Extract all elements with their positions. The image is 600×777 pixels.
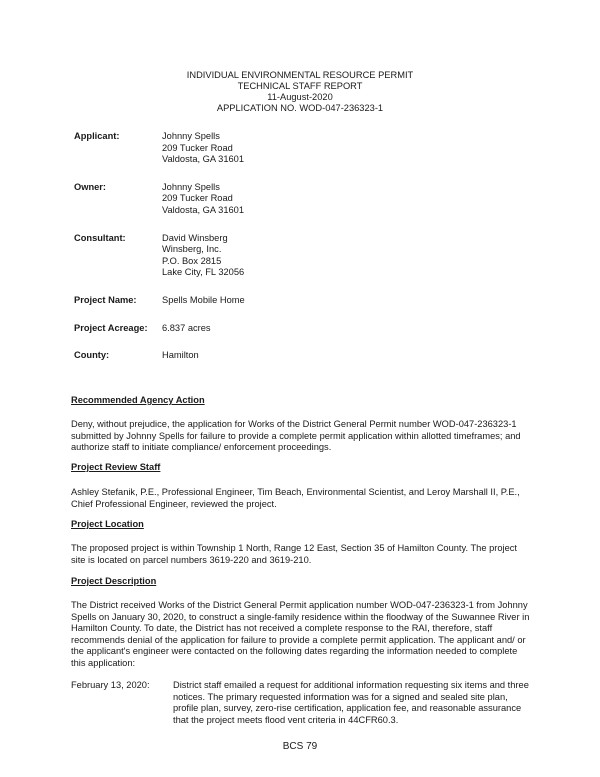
applicant-city: Valdosta, GA 31601 bbox=[162, 154, 245, 165]
applicant-value bbox=[162, 131, 244, 166]
consultant-company: Winsberg, Inc. bbox=[162, 244, 222, 255]
applicant-street: 209 Tucker Road bbox=[162, 142, 233, 153]
header-title: INDIVIDUAL ENVIRONMENTAL RESOURCE PERMIT bbox=[186, 70, 414, 80]
consultant-row bbox=[74, 233, 245, 279]
description-heading: Project Description bbox=[71, 576, 157, 586]
project-name-value: Spells Mobile Home bbox=[162, 294, 245, 305]
header-subtitle: TECHNICAL STAFF REPORT bbox=[237, 81, 363, 91]
consultant-name: David Winsberg bbox=[162, 232, 228, 243]
owner-label: Owner: bbox=[74, 181, 107, 192]
project-name-label: Project Name: bbox=[74, 294, 137, 305]
county-row bbox=[74, 350, 245, 362]
staff-heading: Project Review Staff bbox=[71, 462, 161, 472]
description-text: The District received Works of the District General Permit application number WOD-047-236323-1 from Johnny Spells on January 30, 2020, to construct a single-family residence within the floodway of the Suwannee River in Hamilton County. To date, the District has not received a complete response to the RAI, therefore, staff recommends denial of the application for failure to provide a complete permit application. The applicant and/ or the applicant's engineer were contacted on the following dates regarding the information needed to complete this application: bbox=[71, 600, 530, 668]
applicant-row bbox=[74, 131, 245, 166]
staff-text: Ashley Stefanik, P.E., Professional Engineer, Tim Beach, Environmental Scientist, and Leroy Marshall II, P.E., Chief Professional Engineer, reviewed the project. bbox=[71, 487, 520, 509]
applicant-name: Johnny Spells bbox=[162, 131, 220, 141]
applicant-label: Applicant: bbox=[74, 131, 120, 141]
header-application-number: APPLICATION NO. WOD-047-236323-1 bbox=[216, 103, 384, 113]
consultant-value bbox=[162, 233, 244, 279]
owner-row bbox=[74, 182, 245, 217]
project-name-row bbox=[74, 295, 245, 307]
action-heading: Recommended Agency Action bbox=[71, 395, 205, 405]
consultant-po-box: P.O. Box 2815 bbox=[162, 255, 222, 266]
contact-entry bbox=[71, 680, 533, 726]
county-value: Hamilton bbox=[162, 350, 199, 361]
page-number: BCS 79 bbox=[282, 741, 318, 752]
project-acreage-row bbox=[74, 323, 245, 335]
owner-name: Johnny Spells bbox=[162, 181, 220, 192]
owner-street: 209 Tucker Road bbox=[162, 193, 233, 204]
consultant-city: Lake City, FL 32056 bbox=[162, 267, 245, 278]
contact-date: February 13, 2020: bbox=[71, 680, 150, 690]
owner-city: Valdosta, GA 31601 bbox=[162, 204, 245, 215]
header-date: 11-August-2020 bbox=[267, 92, 333, 102]
county-label: County: bbox=[74, 350, 110, 361]
consultant-label: Consultant: bbox=[74, 232, 126, 243]
project-acreage-value: 6.837 acres bbox=[162, 322, 211, 333]
report-header bbox=[0, 70, 600, 114]
location-text: The proposed project is within Township 1 North, Range 12 East, Section 35 of Hamilton County. The project site is located on parcel numbers 3619-220 and 3619-210. bbox=[71, 543, 517, 565]
action-text: Deny, without prejudice, the application for Works of the District General Permit number WOD-047-236323-1 submitted by Johnny Spells for failure to provide a complete permit application within allotted timeframes; and authorize staff to initiate compliance/ enforcement proceedings. bbox=[71, 419, 521, 453]
contact-text: District staff emailed a request for additional information requesting six items and three notices. The primary requested information was for a signed and sealed site plan, profile plan, survey, zero-rise certification, application fee, and reasonable assurance that the project meets flood vent criteria in 44CFR60.3. bbox=[173, 680, 529, 725]
project-info bbox=[74, 131, 245, 378]
project-acreage-label: Project Acreage: bbox=[74, 322, 148, 333]
location-heading: Project Location bbox=[71, 519, 144, 529]
owner-value bbox=[162, 182, 244, 217]
